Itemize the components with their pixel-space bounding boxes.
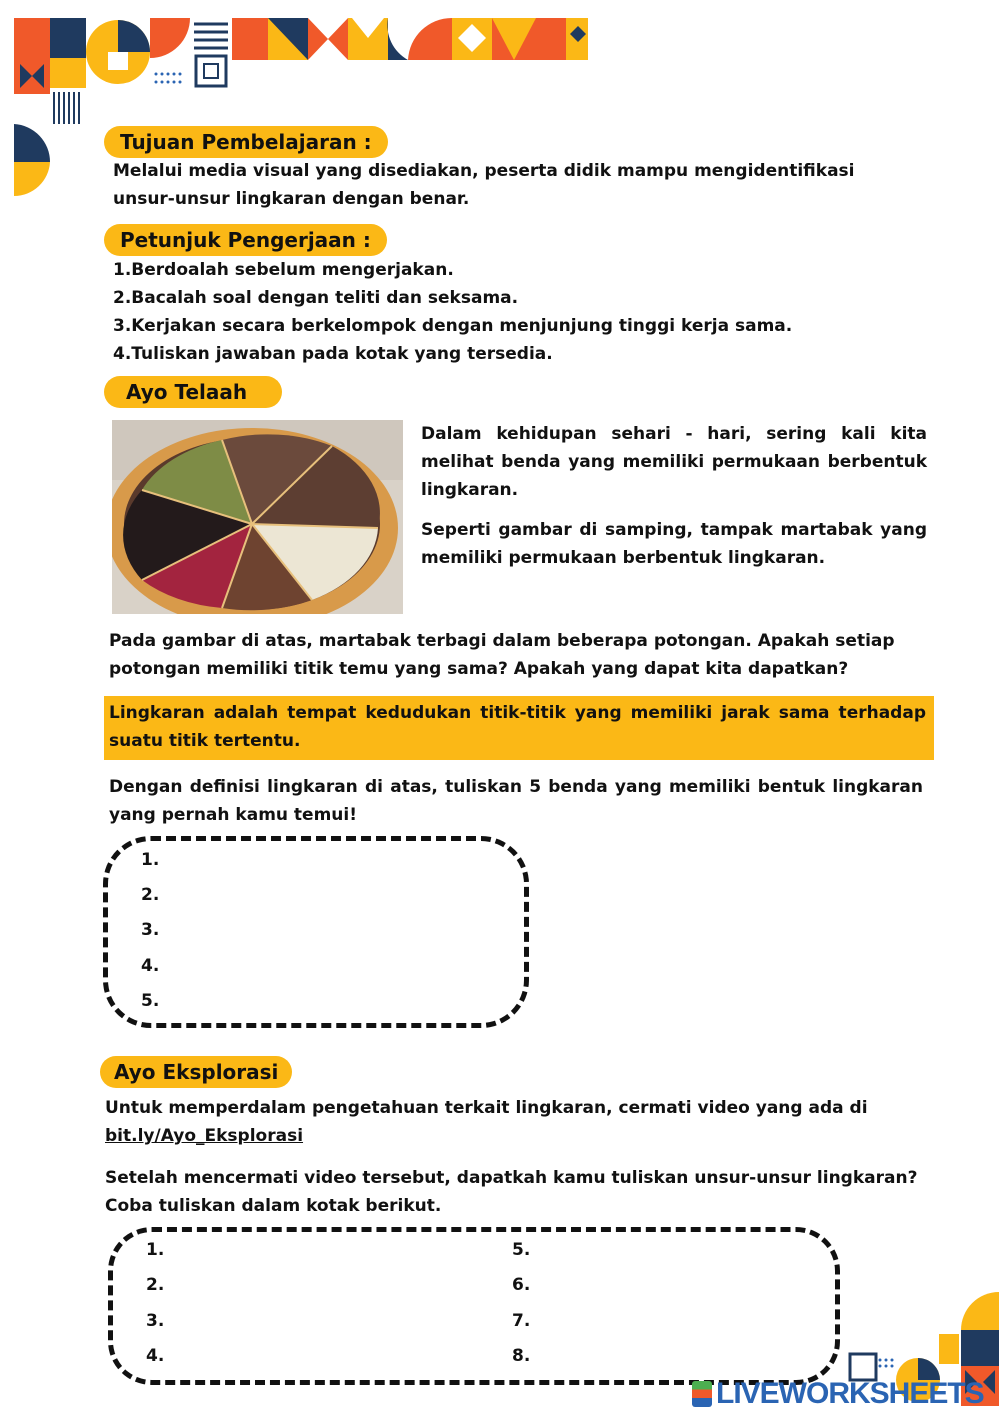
liveworksheets-watermark (692, 1377, 984, 1411)
answer-input-4[interactable] (169, 954, 453, 980)
answer-row (141, 881, 159, 909)
petunjuk-item: 3.Kerjakan secara berkelompok dengan menjunjung tinggi kerja sama. (113, 316, 793, 336)
telaah-paragraph-1: Dalam kehidupan sehari - hari, sering kali kita melihat benda yang memiliki permukaan berbentuk lingkaran. (421, 424, 927, 500)
answer-row (141, 846, 159, 874)
answer-row (512, 1342, 530, 1370)
eksplorasi-intro (105, 1094, 905, 1150)
petunjuk-heading: Petunjuk Pengerjaan : (104, 224, 387, 256)
telaah-heading: Ayo Telaah (104, 376, 282, 408)
eksplorasi-intro-text: Untuk memperdalam pengetahuan terkait lingkaran, cermati video yang ada di (105, 1098, 868, 1118)
answer-row (146, 1342, 164, 1370)
answer-row (512, 1236, 530, 1264)
martabak-image (112, 420, 403, 614)
unsur-input-7[interactable] (540, 1309, 824, 1335)
tujuan-heading: Tujuan Pembelajaran : (104, 126, 388, 158)
answer-input-2[interactable] (169, 883, 453, 909)
answer-row (146, 1307, 164, 1335)
answer-number: 4. (141, 956, 160, 976)
answer-number: 3. (141, 920, 160, 940)
answer-row (146, 1271, 164, 1299)
unsur-input-8[interactable] (540, 1344, 824, 1370)
definition-box (104, 696, 934, 760)
eksplorasi-link[interactable]: bit.ly/Ayo_Eksplorasi (105, 1126, 304, 1146)
petunjuk-item: 2.Bacalah soal dengan teliti dan seksama. (113, 288, 519, 308)
answer-number: 8. (512, 1346, 531, 1366)
answer-row (141, 952, 159, 980)
unsur-input-3[interactable] (174, 1309, 458, 1335)
liveworksheets-logo-icon (692, 1381, 712, 1407)
answer-number: 3. (146, 1311, 165, 1331)
petunjuk-list (113, 256, 933, 368)
answer-number: 6. (512, 1275, 531, 1295)
eksplorasi-task: Setelah mencermati video tersebut, dapatkah kamu tuliskan unsur-unsur lingkaran? Coba tuliskan dalam kotak berikut. (105, 1168, 918, 1216)
answer-input-5[interactable] (169, 989, 453, 1015)
answer-input-3[interactable] (169, 918, 453, 944)
answer-number: 5. (512, 1240, 531, 1260)
answer-row (512, 1271, 530, 1299)
answer-row (141, 987, 159, 1015)
answer-input-1[interactable] (169, 848, 453, 874)
unsur-input-6[interactable] (540, 1273, 824, 1299)
answer-row (146, 1236, 164, 1264)
answer-number: 4. (146, 1346, 165, 1366)
telaah-paragraph-2: Seperti gambar di samping, tampak martabak yang memiliki permukaan berbentuk lingkaran. (421, 520, 927, 568)
unsur-input-1[interactable] (174, 1238, 458, 1264)
unsur-input-5[interactable] (540, 1238, 824, 1264)
unsur-input-2[interactable] (174, 1273, 458, 1299)
eksplorasi-heading: Ayo Eksplorasi (100, 1056, 292, 1088)
tujuan-text: Melalui media visual yang disediakan, peserta didik mampu mengidentifikasi unsur-unsur lingkaran dengan benar. (113, 161, 855, 209)
unsur-input-4[interactable] (174, 1344, 458, 1370)
answer-number: 1. (146, 1240, 165, 1260)
answer-row (512, 1307, 530, 1335)
answer-number: 5. (141, 991, 160, 1011)
petunjuk-item: 4.Tuliskan jawaban pada kotak yang tersedia. (113, 344, 553, 364)
answer-number: 1. (141, 850, 160, 870)
answer-row (141, 916, 159, 944)
answer-number: 2. (141, 885, 160, 905)
telaah-task: Dengan definisi lingkaran di atas, tuliskan 5 benda yang memiliki bentuk lingkaran yang pernah kamu temui! (109, 777, 923, 825)
answer-number: 2. (146, 1275, 165, 1295)
telaah-question: Pada gambar di atas, martabak terbagi dalam beberapa potongan. Apakah setiap potongan memiliki titik temu yang sama? Apakah yang dapat kita dapatkan? (109, 631, 895, 679)
definition-text: Lingkaran adalah tempat kedudukan titik-titik yang memiliki jarak sama terhadap suatu titik tertentu. (109, 703, 926, 751)
answer-number: 7. (512, 1311, 531, 1331)
petunjuk-item: 1.Berdoalah sebelum mengerjakan. (113, 260, 454, 280)
watermark-text: LIVEWORKSHEETS (716, 1377, 984, 1410)
